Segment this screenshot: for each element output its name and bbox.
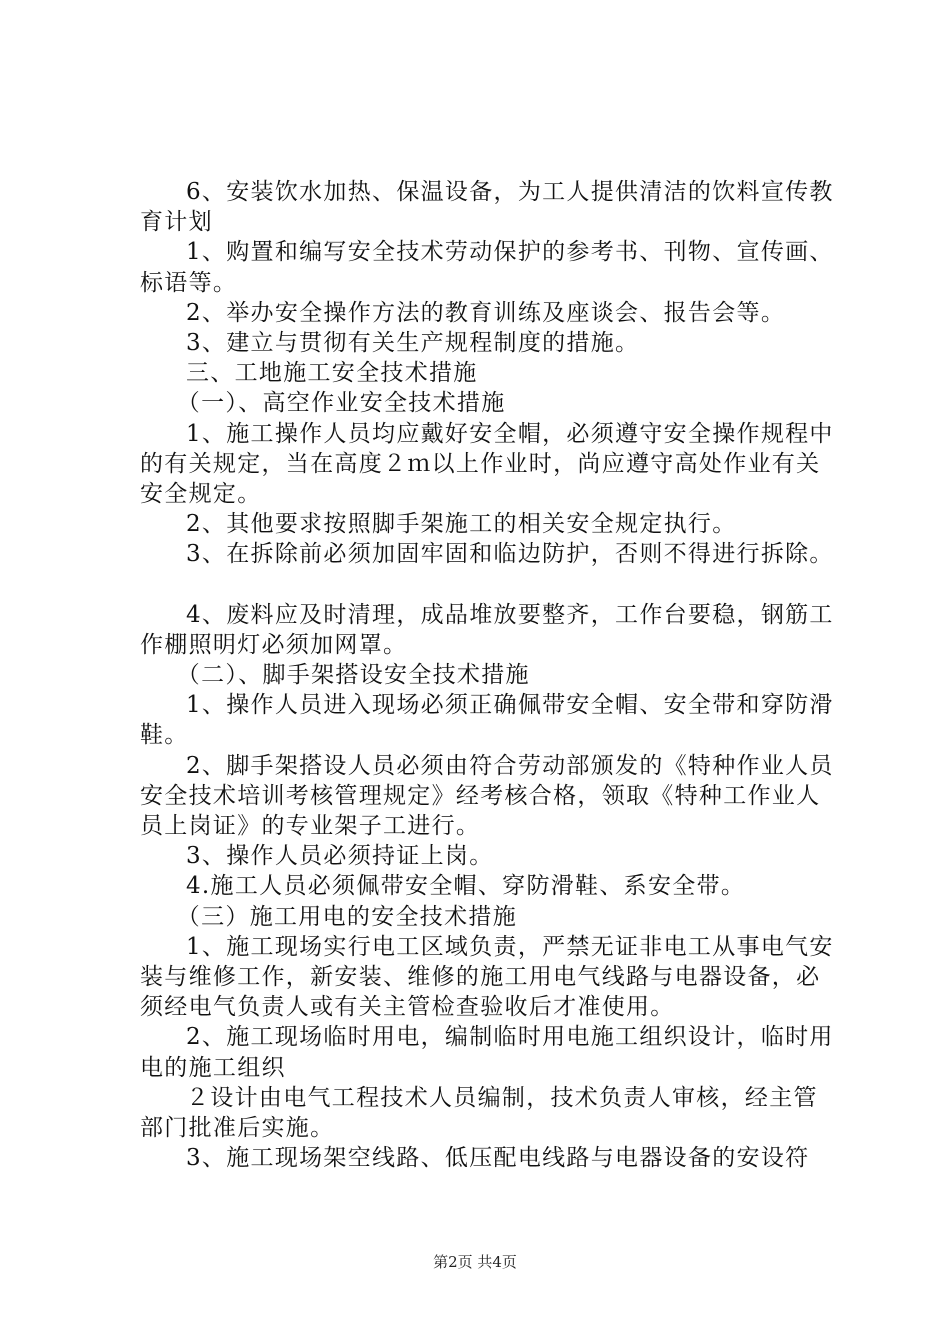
paragraph-publicity-2: 2、举办安全操作方法的教育训练及座谈会、报告会等。 — [186, 299, 786, 326]
section-heading-3: 三、工地施工安全技术措施 — [186, 360, 478, 387]
subsection-heading-3: （三）施工用电的安全技术措施 — [176, 903, 517, 930]
page-number-footer: 第2页 共4页 — [433, 1253, 517, 1271]
paragraph-item-6: 6、安装饮水加热、保温设备，为工人提供清洁的饮料宣传教育计划 — [140, 179, 834, 236]
paragraph-gap — [140, 570, 840, 600]
subsection-heading-1: （一）、高空作业安全技术措施 — [176, 390, 506, 417]
paragraph-electric-1: 1、施工现场实行电工区域负责，严禁无证非电工从事电气安装与维修工作，新安装、维修的施工用电气线路与电器设备，必须经电气负责人或有关主管检查验收后才准使用。 — [140, 933, 834, 1021]
paragraph-publicity-3: 3、建立与贯彻有关生产规程制度的措施。 — [186, 330, 640, 357]
paragraph-electric-2-cont: ２设计由电气工程技术人员编制，技术负责人审核，经主管部门批准后实施。 — [140, 1084, 818, 1142]
paragraph-height-work-3: 3、在拆除前必须加固牢固和临边防护，否则不得进行拆除。 — [186, 541, 834, 568]
paragraph-scaffold-4: 4.施工人员必须佩带安全帽、穿防滑鞋、系安全带。 — [186, 873, 746, 900]
paragraph-height-work-1: 1、施工操作人员均应戴好安全帽，必须遵守安全操作规程中的有关规定，当在高度２ｍ以上作业时，尚应遵守高处作业有关安全规定。 — [140, 420, 834, 508]
paragraph-scaffold-1: 1、操作人员进入现场必须正确佩带安全帽、安全带和穿防滑鞋。 — [140, 692, 834, 749]
paragraph-height-work-2: 2、其他要求按照脚手架施工的相关安全规定执行。 — [186, 511, 737, 538]
paragraph-height-work-4: 4、废料应及时清理，成品堆放要整齐，工作台要稳，钢筋工作棚照明灯必须加网罩。 — [140, 601, 834, 658]
paragraph-scaffold-2: 2、脚手架搭设人员必须由符合劳动部颁发的《特种作业人员安全技术培训考核管理规定》经考核合格，领取《特种工作业人员上岗证》的专业架子工进行。 — [140, 752, 834, 840]
paragraph-publicity-1: 1、购置和编写安全技术劳动保护的参考书、刊物、宣传画、标语等。 — [140, 239, 834, 296]
subsection-heading-2: （二）、脚手架搭设安全技术措施 — [176, 662, 530, 689]
paragraph-scaffold-3: 3、操作人员必须持证上岗。 — [186, 843, 494, 870]
paragraph-electric-3: 3、施工现场架空线路、低压配电线路与电器设备的安设符 — [186, 1145, 810, 1172]
document-body — [140, 177, 840, 1174]
paragraph-electric-2: 2、施工现场临时用电，编制临时用电施工组织设计，临时用电的施工组织 — [140, 1024, 834, 1081]
